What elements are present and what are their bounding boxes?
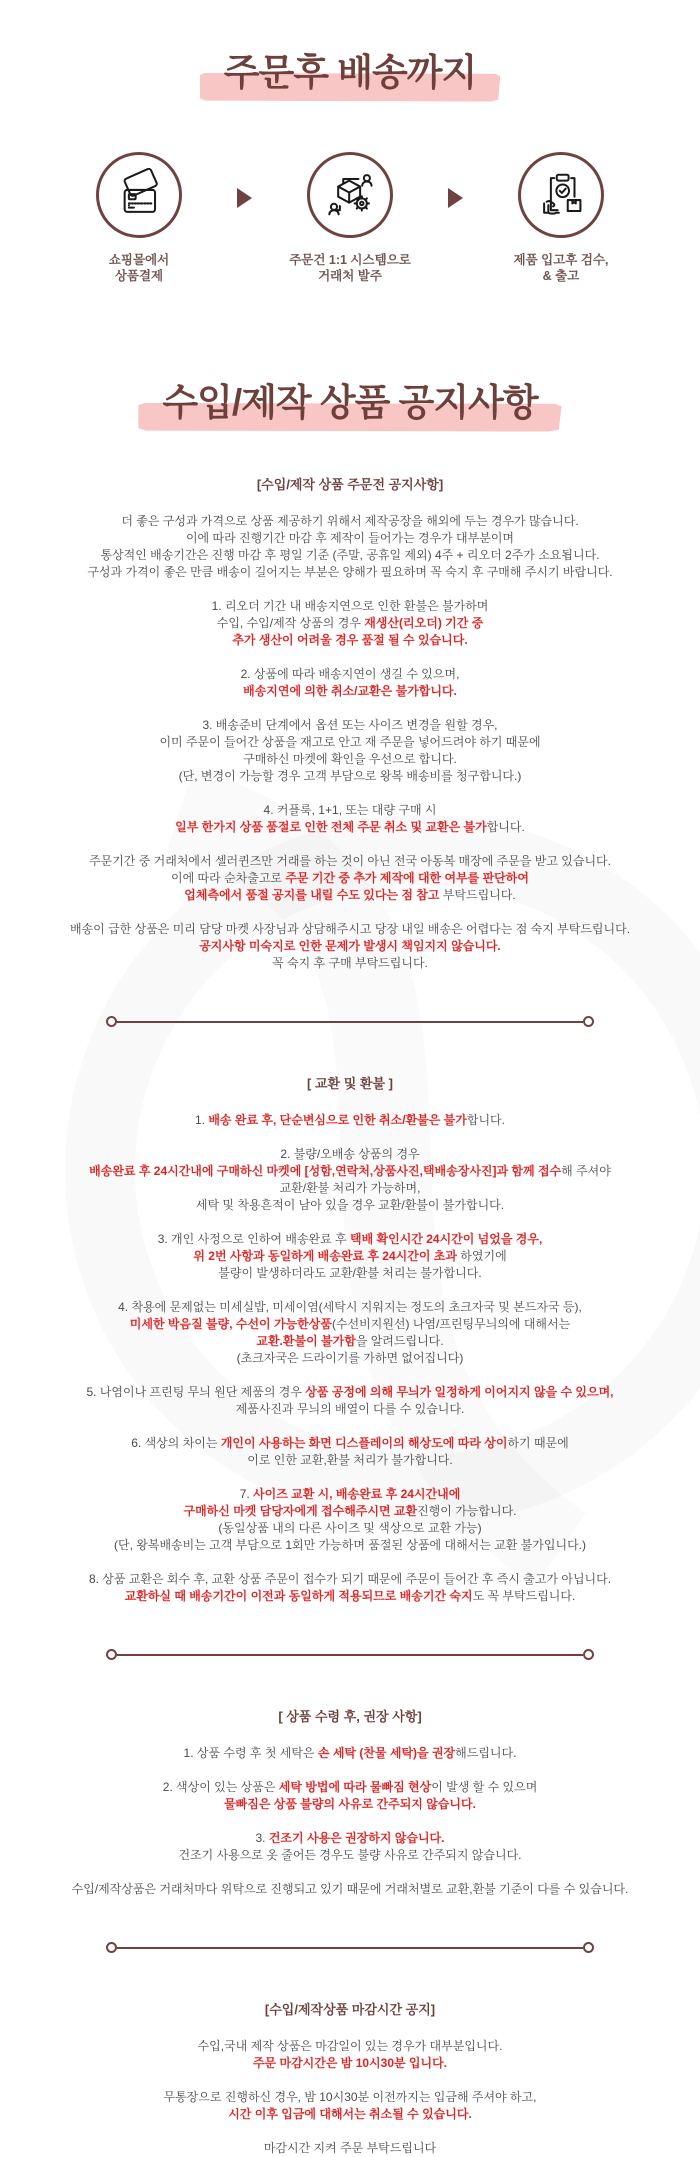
divider-line <box>117 1654 583 1656</box>
notice-paragraph: 주문기간 중 거래처에서 셀러퀸즈만 거래를 하는 것이 아닌 전국 아동복 매장에 주문을 받고 있습니다. 이에 따라 순차출고로 주문 기간 중 추가 제작에 대한 여부를 판단하여 업체측에서 품절 공지를 내릴 수도 있다는 점 참고 부탁드립니다. <box>89 854 611 902</box>
section-divider <box>106 1649 594 1660</box>
section-heading: [수입/제작 상품 주문전 공지사항] <box>256 477 444 492</box>
page-title <box>210 50 490 96</box>
credit-card-icon <box>96 152 182 238</box>
notice-paragraph: 2. 불량/오배송 상품의 경우 배송완료 후 24시간내에 구매하신 마켓에 [성함,연락처,상품사진,택배송장사진]과 함께 접수해 주셔야 교환/환불 처리가 가능하며, 세탁 및 착용흔적이 남아 있을 경우 교환/환불이 불가합니다. <box>89 1147 611 1212</box>
arrow-right-icon <box>448 188 463 208</box>
divider-line <box>117 1021 583 1023</box>
divider-ring-endpoint <box>106 1649 117 1660</box>
notice-paragraph: 3. 개인 사정으로 인하여 배송완료 후 택배 확인시간 24시간이 넘었을 경우, 위 2번 사항과 동일하게 배송완료 후 24시간이 초과 하였기에 불량이 발생하더라도 교환/환불 처리는 불가합니다. <box>157 1232 543 1280</box>
notice-paragraph: 수입,국내 제작 상품은 마감일이 있는 경우가 대부분입니다. 주문 마감시간은 밤 10시30분 입니다. <box>197 2039 503 2070</box>
notice-page <box>0 50 700 2157</box>
hero-banner <box>0 50 700 96</box>
order-process-flow <box>0 152 700 284</box>
notice-paragraph: 2. 색상이 있는 상품은 세탁 방법에 따라 물빠짐 현상이 발생 할 수 있으며 물빠짐은 상품 불량의 사유로 간주되지 않습니다. <box>162 1780 538 1811</box>
divider-ring-endpoint <box>583 1016 594 1027</box>
divider-ring-endpoint <box>583 1942 594 1953</box>
title-highlight: 주문후 배송까지 <box>210 50 490 96</box>
order-system-icon <box>307 152 393 238</box>
divider-line <box>117 1947 583 1949</box>
arrow-right-icon <box>237 188 252 208</box>
notice-paragraph: 4. 커플룩, 1+1, 또는 대량 구매 시 일부 한가지 상품 품절로 인한 전체 주문 취소 및 교환은 불가합니다. <box>175 803 525 834</box>
process-step-label: 주문건 1:1 시스템으로 거래처 발주 <box>289 253 411 283</box>
notice-paragraph: 4. 착용에 문제없는 미세실밥, 미세이염(세탁시 지워지는 정도의 초크자국 및 본드자국 등), 미세한 박음질 불량, 수선이 가능한상품(수선비지원선) 나염/프린팅무늬의에 대해서는 교환.환불이 불가함을 알려드립니다. (초크자국은 드라이기를 가하면 없어집니다) <box>118 1300 582 1365</box>
process-step-label: 제품 입고후 검수, & 출고 <box>513 253 609 283</box>
notice-paragraph: 1. 상품 수령 후 첫 세탁은 손 세탁 (찬물 세탁)을 권장해드립니다. <box>183 1746 517 1760</box>
notice-content <box>0 474 700 2157</box>
notice-paragraph: 8. 상품 교환은 회수 후, 교환 상품 주문이 접수가 되기 때문에 주문이 들어간 후 즉시 출고가 아닙니다. 교환하실 때 배송기간이 이전과 동일하게 적용되므로 배송기간 숙지도 꼭 부탁드립니다. <box>88 1572 612 1603</box>
notice-paragraph: 7. 사이즈 교환 시, 배송완료 후 24시간내에 구매하신 마켓 담당자에게 접수해주시면 교환진행이 가능합니다. (동일상품 내의 다른 사이즈 및 색상으로 교환 가능) (단, 왕복배송비는 고객 부담으로 1회만 가능하며 품절된 상품에 대해서는 교환 불가입니다.) <box>114 1487 586 1552</box>
process-step-payment <box>51 152 227 284</box>
notice-paragraph: 5. 나염이나 프린팅 무늬 원단 제품의 경우 상품 공정에 의해 무늬가 일정하게 이어지지 않을 수 있으며, 제품사진과 무늬의 배열이 다를 수 있습니다. <box>86 1385 614 1416</box>
section-divider <box>106 1942 594 1953</box>
process-step-inspection <box>473 152 649 284</box>
notice-paragraph: 2. 상품에 따라 배송지연이 생길 수 있으며, 배송지연에 의한 취소/교환은 불가합니다. <box>240 667 460 698</box>
notice-paragraph: 1. 리오더 기간 내 배송지연으로 인한 환불은 불가하며 수입, 수입/제작 상품의 경우 재생산(리오더) 기간 중 추가 생산이 어려울 경우 품절 될 수 있습니다. <box>211 599 489 647</box>
section-heading: [ 상품 수령 후, 권장 사항] <box>278 1709 422 1724</box>
notice-paragraph: 수입/제작상품은 거래처마다 위탁으로 진행되고 있기 때문에 거래처별로 교환,환불 기준이 다를 수 있습니다. <box>71 1882 629 1896</box>
divider-ring-endpoint <box>106 1942 117 1953</box>
section-heading: [ 교환 및 환불 ] <box>307 1076 393 1091</box>
notice-paragraph: 3. 배송준비 단계에서 옵션 또는 사이즈 변경을 원할 경우, 이미 주문이 들어간 상품을 재고로 안고 재 주문을 넣어드려야 하기 때문에 구매하신 마켓에 확인을 우선으로 합니다. (단, 변경이 가능할 경우 고객 부담으로 왕복 배송비를 청구합니다.) <box>159 718 541 783</box>
section-divider <box>106 1016 594 1027</box>
notice-paragraph: 3. 건조기 사용은 권장하지 않습니다. 건조기 사용으로 옷 줄어든 경우도 불량 사유로 간주되지 않습니다. <box>178 1831 522 1862</box>
notice-paragraph: 무통장으로 진행하신 경우, 밤 10시30분 이전까지는 입금해 주셔야 하고, 시간 이후 입금에 대해서는 취소될 수 있습니다. <box>163 2090 537 2121</box>
notice-paragraph: 더 좋은 구성과 가격으로 상품 제공하기 위해서 제작공장을 해외에 두는 경우가 많습니다. 이에 따라 진행기간 마감 후 제작이 들어가는 경우가 대부분이며 통상적인 배송기간은 진행 마감 후 평일 기준 (주말, 공휴일 제외) 4주 + 리오더 2주가 소요됩니다. 구성과 가격이 좋은 만큼 배송이 길어지는 부분은 양해가 필요하며 꼭 숙지 후 구매해 주시기 바랍니다. <box>87 514 613 579</box>
notice-title <box>148 380 551 426</box>
notice-banner <box>0 380 700 426</box>
inspection-shipping-icon <box>518 152 604 238</box>
notice-paragraph: 마감시간 지켜 주문 부탁드립니다 <box>263 2141 437 2155</box>
process-step-label: 쇼핑몰에서 상품결제 <box>108 253 170 283</box>
title-highlight: 수입/제작 상품 공지사항 <box>148 380 551 426</box>
section-heading: [수입/제작상품 마감시간 공지] <box>264 2002 436 2017</box>
divider-ring-endpoint <box>106 1016 117 1027</box>
notice-paragraph: 6. 색상의 차이는 개인이 사용하는 화면 디스플레이의 해상도에 따라 상이하기 때문에 이로 인한 교환,환불 처리가 불가합니다. <box>131 1436 569 1467</box>
notice-paragraph: 1. 배송 완료 후, 단순변심으로 인한 취소/환불은 불가합니다. <box>195 1113 505 1127</box>
notice-paragraph: 배송이 급한 상품은 미리 담당 마켓 사장님과 상담해주시고 당장 내일 배송은 어렵다는 점 숙지 부탁드립니다. 공지사항 미숙지로 인한 문제가 발생시 책임지지 않습니다. 꼭 숙지 후 구매 부탁드립니다. <box>69 922 631 970</box>
divider-ring-endpoint <box>583 1649 594 1660</box>
process-step-order-system <box>262 152 438 284</box>
